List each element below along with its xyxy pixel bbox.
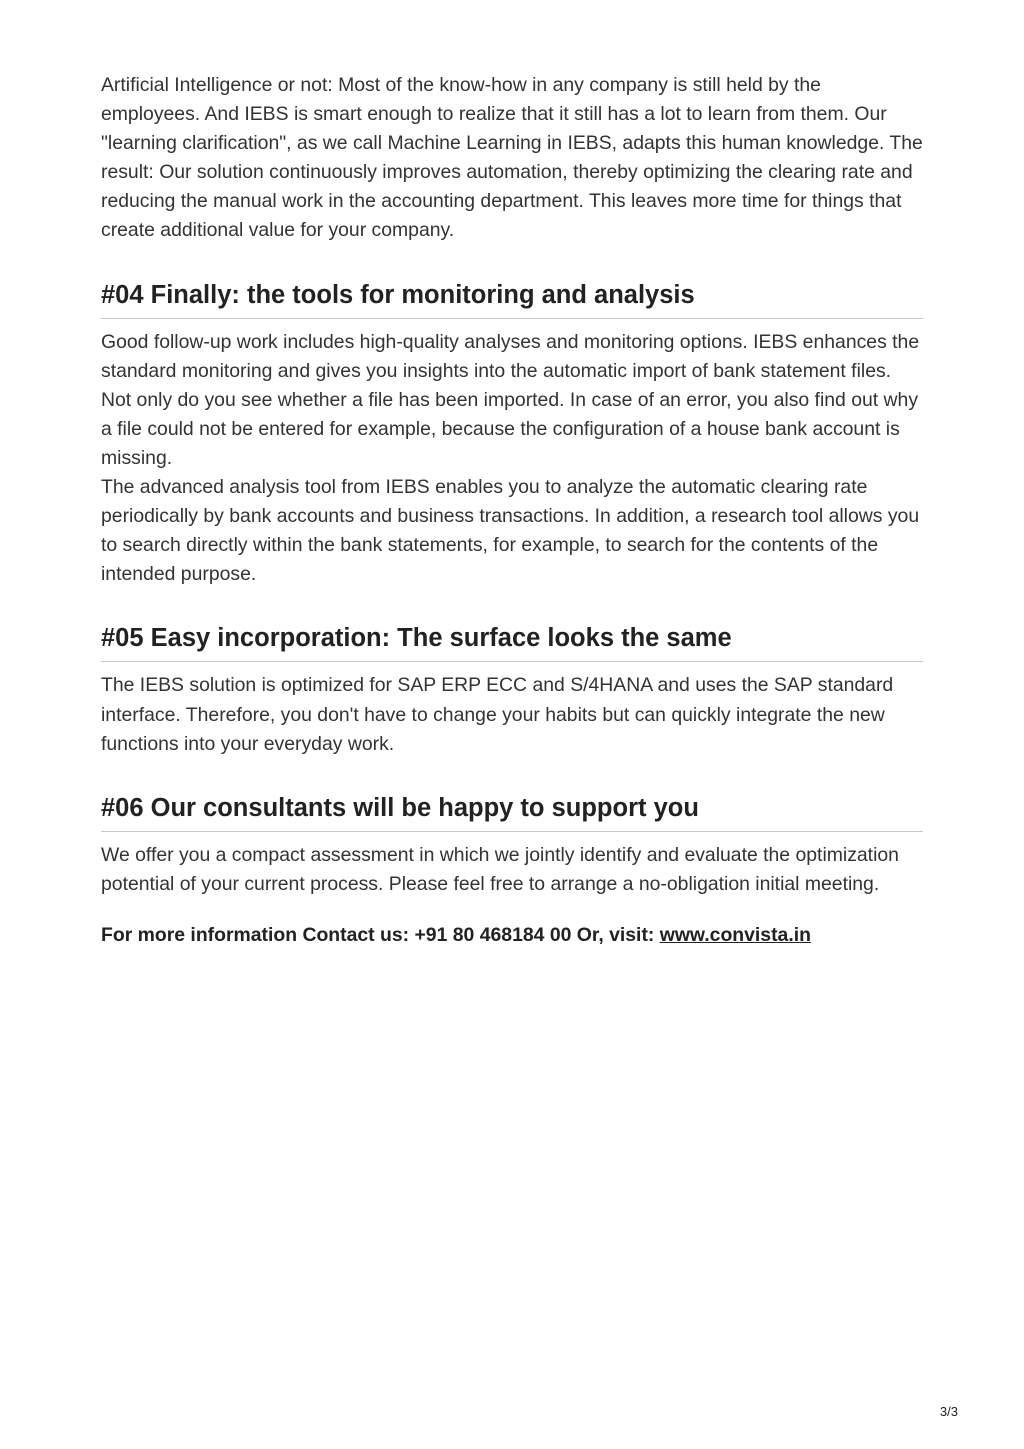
website-link[interactable]: www.convista.in [659,923,811,946]
section-04 [101,280,923,590]
document-page [101,71,923,950]
intro-paragraph: Artificial Intelligence or not: Most of the know-how in any company is still held by the employees. And IEBS is smart enough to realize that it still has a lot to learn from them. Our "learning clarification", as we call Machine Learning in IEBS, adapts this human knowledge. The result: Our solution continuously improves automation, thereby optimizing the clearing rate and reducing the manual work in the accounting department. This leaves more time for things that create additional value for your company. [101,74,923,242]
contact-line [101,921,923,950]
section-paragraph: We offer you a compact assessment in which we jointly identify and evaluate the optimization potential of your current process. Please feel free to arrange a no-obligation initial meeting. [101,843,899,895]
section-paragraph: The IEBS solution is optimized for SAP ERP ECC and S/4HANA and uses the SAP standard interface. Therefore, you don't have to change your habits but can quickly integrate the new functions into your everyday work. [101,674,894,755]
section-06 [101,793,923,899]
section-heading: #04 Finally: the tools for monitoring and analysis [101,280,923,319]
section-05 [101,623,923,758]
contact-text: For more information Contact us: +91 80 468184 00 Or, visit: [101,923,660,946]
section-heading: #06 Our consultants will be happy to support you [101,793,923,832]
section-paragraph: The advanced analysis tool from IEBS enables you to analyze the automatic clearing rate periodically by bank accounts and business transactions. In addition, a research tool allows you to search directly within the bank statements, for example, to search for the contents of the intended purpose. [101,476,920,586]
section-paragraph: Good follow-up work includes high-quality analyses and monitoring options. IEBS enhances the standard monitoring and gives you insights into the automatic import of bank statement files. Not only do you see whether a file has been imported. In case of an error, you also find out why a file could not be entered for example, because the configuration of a house bank account is missing. [101,330,920,469]
section-heading: #05 Easy incorporation: The surface looks the same [101,623,923,662]
page-number: 3/3 [939,1404,958,1419]
